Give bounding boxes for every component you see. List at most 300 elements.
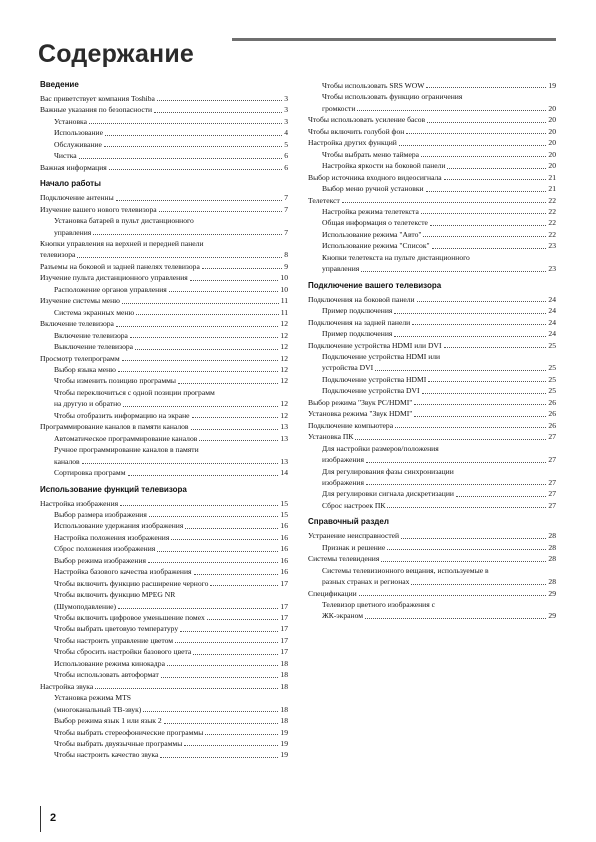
toc-entry-page: 19 bbox=[280, 727, 288, 737]
toc-right-column bbox=[308, 80, 556, 622]
toc-entry-page: 19 bbox=[280, 739, 288, 749]
toc-entry[interactable] bbox=[308, 172, 556, 183]
toc-entry[interactable] bbox=[308, 397, 556, 408]
toc-entry-label: Спецификации bbox=[308, 588, 357, 598]
toc-entry-page: 22 bbox=[548, 229, 556, 239]
toc-entry[interactable] bbox=[40, 578, 288, 589]
toc-entry-label: Подключение устройства HDMI или DVI bbox=[308, 340, 442, 350]
toc-entry-page: 11 bbox=[280, 307, 288, 317]
toc-entry[interactable] bbox=[308, 500, 556, 511]
toc-entry[interactable] bbox=[40, 433, 288, 444]
toc-section-heading: Использование функций телевизора bbox=[40, 484, 187, 494]
toc-left-column bbox=[40, 80, 288, 761]
toc-leader-dots bbox=[366, 484, 546, 485]
toc-entry-label: Выбор режима язык 1 или язык 2 bbox=[54, 716, 162, 726]
toc-entry[interactable] bbox=[308, 408, 556, 419]
toc-entry[interactable] bbox=[308, 317, 556, 328]
toc-entry-label: телевизора bbox=[40, 250, 76, 260]
toc-entry[interactable] bbox=[308, 263, 556, 274]
toc-leader-dots bbox=[82, 463, 279, 464]
toc-entry[interactable] bbox=[40, 127, 288, 138]
toc-entry[interactable] bbox=[308, 294, 556, 305]
header-rule bbox=[232, 38, 556, 41]
toc-leader-dots bbox=[149, 516, 279, 517]
toc-entry-page: 24 bbox=[548, 294, 556, 304]
toc-entry[interactable] bbox=[40, 421, 288, 432]
toc-entry[interactable] bbox=[40, 318, 288, 329]
toc-entry-page: 19 bbox=[548, 81, 556, 90]
toc-entry[interactable] bbox=[40, 116, 288, 127]
toc-entry-label: каналов bbox=[54, 456, 80, 466]
toc-entry[interactable] bbox=[308, 217, 556, 228]
toc-entry-label: Включение телевизора bbox=[54, 330, 128, 340]
toc-entry-page: 20 bbox=[548, 103, 556, 113]
toc-entry-label: Использование режима кинокадра bbox=[54, 658, 165, 668]
toc-entry-page: 23 bbox=[548, 241, 556, 251]
toc-leader-dots bbox=[180, 631, 278, 632]
toc-entry-label: Подключения на боковой панели bbox=[308, 294, 415, 304]
toc-entry-label-line: Чтобы переключиться с одной позиции программ bbox=[54, 387, 215, 397]
toc-section-heading: Подключение вашего телевизора bbox=[308, 280, 442, 290]
toc-entry-label: Настройка базового качества изображения bbox=[54, 567, 192, 577]
toc-leader-dots bbox=[366, 462, 546, 463]
toc-entry-page: 20 bbox=[548, 138, 556, 148]
toc-entry[interactable] bbox=[40, 498, 288, 509]
toc-entry-label: Выбор источника входного видеосигнала bbox=[308, 172, 442, 182]
toc-entry-page: 13 bbox=[280, 422, 288, 432]
toc-entry-label: Чтобы использовать автоформат bbox=[54, 670, 159, 680]
toc-entry-label: Выбор меню ручной установки bbox=[322, 184, 424, 194]
toc-entry[interactable] bbox=[308, 240, 556, 251]
toc-leader-dots bbox=[89, 123, 282, 124]
toc-leader-dots bbox=[359, 595, 547, 596]
toc-entry-page: 25 bbox=[548, 340, 556, 350]
toc-entry[interactable] bbox=[40, 272, 288, 283]
toc-entry[interactable] bbox=[40, 738, 288, 749]
toc-entry[interactable] bbox=[40, 749, 288, 760]
toc-entry-label: Чтобы выбрать меню таймера bbox=[322, 149, 420, 159]
toc-entry-page: 19 bbox=[280, 750, 288, 760]
toc-entry-label: Для регулировки сигнала дискретизации bbox=[322, 489, 454, 499]
toc-entry-label-line: Чтобы включить функцию MPEG NR bbox=[54, 590, 176, 600]
page-number: 2 bbox=[50, 812, 57, 824]
toc-entry-page: 28 bbox=[548, 577, 556, 587]
toc-leader-dots bbox=[160, 757, 278, 758]
toc-entry-label: Чтобы использовать усиление басов bbox=[308, 115, 426, 125]
toc-entry-page: 17 bbox=[280, 647, 288, 657]
toc-entry-label: Установка ПК bbox=[308, 432, 354, 442]
toc-entry-page: 7 bbox=[284, 204, 288, 214]
toc-entry-page: 24 bbox=[548, 306, 556, 316]
toc-leader-dots bbox=[169, 291, 279, 292]
toc-leader-dots bbox=[194, 574, 279, 575]
toc-entry-page: 11 bbox=[280, 296, 288, 306]
toc-entry[interactable] bbox=[308, 160, 556, 171]
toc-entry-page: 20 bbox=[548, 126, 556, 136]
toc-entry-label: Разъемы на боковой и задней панелях телевизора bbox=[40, 261, 200, 271]
toc-entry-label: Выбор режима "Звук PC/HDMI" bbox=[308, 397, 413, 407]
toc-entry-page: 25 bbox=[548, 363, 556, 373]
toc-entry-page: 12 bbox=[280, 376, 288, 386]
toc-entry[interactable] bbox=[308, 553, 556, 564]
toc-entry-page: 16 bbox=[280, 521, 288, 531]
toc-entry[interactable] bbox=[308, 530, 556, 541]
toc-entry[interactable] bbox=[40, 139, 288, 150]
toc-entry-page: 17 bbox=[280, 635, 288, 645]
toc-leader-dots bbox=[109, 169, 282, 170]
toc-entry-label: Включение телевизора bbox=[40, 319, 114, 329]
toc-leader-dots bbox=[414, 404, 546, 405]
toc-entry[interactable] bbox=[40, 150, 288, 161]
toc-entry-label: Выключение телевизора bbox=[54, 342, 134, 352]
toc-entry-label-line: Ручное программирование каналов в памяти bbox=[54, 445, 199, 455]
toc-entry[interactable] bbox=[308, 488, 556, 499]
toc-entry-label: Установка bbox=[54, 116, 88, 126]
toc-entry-label: Важная информация bbox=[40, 162, 107, 172]
toc-leader-dots bbox=[105, 135, 282, 136]
toc-entry-page: 28 bbox=[548, 531, 556, 541]
toc-entry-label: Чтобы настроить управление цветом bbox=[54, 635, 174, 645]
toc-entry-label-line: Телевизор цветного изображения с bbox=[322, 600, 436, 610]
toc-entry-label: устройства DVI bbox=[322, 363, 374, 373]
toc-entry[interactable] bbox=[40, 227, 288, 238]
toc-entry[interactable] bbox=[40, 658, 288, 669]
toc-entry[interactable] bbox=[40, 669, 288, 680]
toc-leader-dots bbox=[136, 314, 279, 315]
toc-entry-label: Выбор языка меню bbox=[54, 364, 116, 374]
toc-entry-page: 22 bbox=[548, 195, 556, 205]
toc-entry[interactable] bbox=[308, 229, 556, 240]
toc-entry-page: 8 bbox=[284, 250, 288, 260]
toc-leader-dots bbox=[399, 145, 547, 146]
toc-entry-label-line: Установка батарей в пульт дистанционного bbox=[54, 216, 194, 226]
toc-leader-dots bbox=[444, 347, 547, 348]
toc-entry[interactable] bbox=[40, 623, 288, 634]
toc-entry-label: Изучение пульта дистанционного управления bbox=[40, 273, 188, 283]
toc-entry-label: Сортировка программ bbox=[54, 468, 126, 478]
toc-entry-page: 15 bbox=[280, 498, 288, 508]
toc-entry-label: на другую и обратно bbox=[54, 399, 121, 409]
toc-leader-dots bbox=[116, 200, 282, 201]
toc-entry-label-line: Кнопки телетекста на пульте дистанционного bbox=[322, 252, 470, 262]
toc-entry-label: Система экранных меню bbox=[54, 307, 135, 317]
toc-leader-dots bbox=[190, 280, 279, 281]
toc-entry-page: 17 bbox=[280, 624, 288, 634]
toc-entry-label: Чтобы выбрать двуязычные программы bbox=[54, 739, 183, 749]
toc-entry-label-line: Для настройки размеров/положения bbox=[322, 443, 439, 453]
toc-entry-page: 24 bbox=[548, 317, 556, 327]
toc-entry[interactable] bbox=[40, 509, 288, 520]
toc-entry[interactable] bbox=[308, 126, 556, 137]
toc-entry-page: 28 bbox=[548, 554, 556, 564]
toc-entry-label: Выбор размера изображения bbox=[54, 509, 147, 519]
toc-entry[interactable] bbox=[308, 183, 556, 194]
toc-leader-dots bbox=[167, 665, 278, 666]
toc-leader-dots bbox=[175, 642, 278, 643]
toc-entry[interactable] bbox=[308, 610, 556, 621]
toc-entry-page: 24 bbox=[548, 329, 556, 339]
toc-entry[interactable] bbox=[40, 341, 288, 352]
toc-entry[interactable] bbox=[40, 646, 288, 657]
toc-entry-label: Обслуживание bbox=[54, 139, 102, 149]
toc-leader-dots bbox=[394, 336, 546, 337]
toc-entry[interactable] bbox=[40, 353, 288, 364]
toc-entry-page: 22 bbox=[548, 218, 556, 228]
toc-leader-dots bbox=[432, 248, 547, 249]
toc-entry-label: изображения bbox=[322, 477, 364, 487]
toc-entry[interactable] bbox=[308, 454, 556, 465]
toc-entry-page: 9 bbox=[284, 261, 288, 271]
toc-entry-page: 21 bbox=[548, 184, 556, 194]
toc-entry-page: 3 bbox=[284, 116, 288, 126]
toc-leader-dots bbox=[430, 225, 546, 226]
toc-leader-dots bbox=[394, 313, 546, 314]
toc-entry-page: 16 bbox=[280, 544, 288, 554]
toc-entry-label: изображения bbox=[322, 455, 364, 465]
toc-leader-dots bbox=[148, 562, 278, 563]
toc-entry-label: Настройка режима телетекста bbox=[322, 206, 419, 216]
toc-entry[interactable] bbox=[308, 206, 556, 217]
toc-entry[interactable] bbox=[308, 195, 556, 206]
toc-entry[interactable] bbox=[40, 295, 288, 306]
toc-leader-dots bbox=[123, 406, 278, 407]
toc-entry-label: (многоканальный ТВ-звук) bbox=[54, 704, 142, 714]
toc-leader-dots bbox=[342, 202, 547, 203]
toc-leader-dots bbox=[118, 371, 279, 372]
toc-leader-dots bbox=[143, 711, 278, 712]
toc-entry-label: Сброс настроек ПК bbox=[322, 500, 386, 510]
toc-section-heading: Введение bbox=[40, 80, 79, 89]
toc-entry-label: Телетекст bbox=[308, 195, 340, 205]
toc-entry-page: 20 bbox=[548, 115, 556, 125]
toc-entry[interactable] bbox=[308, 328, 556, 339]
toc-entry-label: Пример подключения bbox=[322, 306, 393, 316]
toc-leader-dots bbox=[375, 370, 546, 371]
toc-entry-page: 27 bbox=[548, 489, 556, 499]
toc-entry-label: ЖК-экраном bbox=[322, 611, 364, 621]
toc-entry[interactable] bbox=[40, 467, 288, 478]
toc-leader-dots bbox=[387, 549, 546, 550]
toc-entry[interactable] bbox=[308, 340, 556, 351]
toc-entry-label: Выбор режима изображения bbox=[54, 555, 147, 565]
toc-leader-dots bbox=[421, 213, 547, 214]
toc-entry[interactable] bbox=[308, 420, 556, 431]
toc-entry[interactable] bbox=[40, 284, 288, 295]
toc-entry-page: 25 bbox=[548, 386, 556, 396]
toc-entry[interactable] bbox=[40, 456, 288, 467]
toc-entry-label: Использование режима "Авто" bbox=[322, 229, 422, 239]
toc-entry-page: 7 bbox=[284, 227, 288, 237]
toc-entry-label: Настройка других функций bbox=[308, 138, 397, 148]
toc-leader-dots bbox=[122, 303, 279, 304]
toc-entry-label: Подключение антенны bbox=[40, 193, 114, 203]
toc-entry[interactable] bbox=[40, 398, 288, 409]
toc-entry-label: Важные указания по безопасности bbox=[40, 105, 153, 115]
toc-entry[interactable] bbox=[40, 566, 288, 577]
toc-leader-dots bbox=[178, 383, 278, 384]
toc-leader-dots bbox=[401, 538, 546, 539]
toc-entry[interactable] bbox=[308, 588, 556, 599]
toc-leader-dots bbox=[95, 688, 278, 689]
toc-entry-page: 13 bbox=[280, 433, 288, 443]
toc-entry[interactable] bbox=[308, 431, 556, 442]
toc-entry-label: Чтобы сбросить настройки базового цвета bbox=[54, 647, 192, 657]
toc-entry[interactable] bbox=[40, 261, 288, 272]
toc-entry-page: 16 bbox=[280, 532, 288, 542]
toc-entry-page: 18 bbox=[280, 658, 288, 668]
toc-entry[interactable] bbox=[308, 362, 556, 373]
toc-entry-label: Расположение органов управления bbox=[54, 284, 167, 294]
toc-entry[interactable] bbox=[308, 137, 556, 148]
toc-entry-label-line: Установка режима MTS bbox=[54, 693, 132, 703]
toc-entry[interactable] bbox=[308, 305, 556, 316]
toc-leader-dots bbox=[161, 677, 279, 678]
toc-leader-dots bbox=[191, 429, 279, 430]
toc-entry-page: 12 bbox=[280, 330, 288, 340]
toc-entry-page: 17 bbox=[280, 601, 288, 611]
toc-entry-label: Общая информация о телетексте bbox=[322, 218, 428, 228]
toc-entry[interactable] bbox=[40, 330, 288, 341]
toc-entry[interactable] bbox=[40, 612, 288, 623]
toc-leader-dots bbox=[411, 584, 546, 585]
toc-entry-page: 27 bbox=[548, 432, 556, 442]
toc-entry-label: Чтобы выбрать цветовую температуру bbox=[54, 624, 179, 634]
toc-leader-dots bbox=[157, 551, 278, 552]
toc-leader-dots bbox=[159, 211, 283, 212]
toc-entry[interactable] bbox=[40, 727, 288, 738]
toc-entry-page: 10 bbox=[280, 284, 288, 294]
toc-entry[interactable] bbox=[40, 364, 288, 375]
toc-leader-dots bbox=[122, 360, 279, 361]
toc-entry-label: Автоматическое программирование каналов bbox=[54, 433, 198, 443]
toc-entry-page: 3 bbox=[284, 105, 288, 115]
toc-leader-dots bbox=[171, 539, 278, 540]
toc-entry-label-line: Для регулирования фазы синхронизации bbox=[322, 466, 454, 476]
toc-entry-label: Чтобы включить голубой фон bbox=[308, 126, 405, 136]
toc-leader-dots bbox=[154, 112, 282, 113]
toc-entry[interactable] bbox=[308, 477, 556, 488]
toc-entry[interactable] bbox=[308, 149, 556, 160]
toc-entry[interactable] bbox=[40, 249, 288, 260]
toc-entry-page: 4 bbox=[284, 128, 288, 138]
toc-entry-page: 13 bbox=[280, 456, 288, 466]
toc-entry-page: 22 bbox=[548, 206, 556, 216]
toc-entry-label: Признак и решение bbox=[322, 542, 386, 552]
toc-leader-dots bbox=[387, 507, 546, 508]
toc-entry[interactable] bbox=[40, 104, 288, 115]
toc-entry-page: 29 bbox=[548, 588, 556, 598]
toc-entry-page: 15 bbox=[280, 509, 288, 519]
toc-entry-page: 12 bbox=[280, 342, 288, 352]
toc-entry-label: Чтобы использовать SRS WOW bbox=[322, 81, 425, 90]
toc-entry-page: 29 bbox=[548, 611, 556, 621]
toc-entry-page: 12 bbox=[280, 399, 288, 409]
toc-entry-page: 17 bbox=[280, 613, 288, 623]
toc-leader-dots bbox=[116, 326, 278, 327]
toc-leader-dots bbox=[395, 427, 546, 428]
toc-entry-label: Подключения на задней панели bbox=[308, 317, 411, 327]
toc-leader-dots bbox=[414, 416, 546, 417]
toc-entry[interactable] bbox=[40, 520, 288, 531]
toc-entry-label: Пример подключения bbox=[322, 329, 393, 339]
toc-entry[interactable] bbox=[40, 192, 288, 203]
toc-leader-dots bbox=[104, 146, 282, 147]
toc-leader-dots bbox=[120, 505, 278, 506]
toc-entry[interactable] bbox=[40, 532, 288, 543]
toc-leader-dots bbox=[422, 393, 547, 394]
toc-entry[interactable] bbox=[40, 410, 288, 421]
toc-leader-dots bbox=[357, 110, 546, 111]
toc-entry-page: 28 bbox=[548, 542, 556, 552]
toc-entry[interactable] bbox=[308, 80, 556, 91]
toc-entry-label: Программирование каналов в памяти каналов bbox=[40, 422, 189, 432]
toc-leader-dots bbox=[128, 475, 279, 476]
toc-entry-label-line: Системы телевизионного вещания, используемые в bbox=[322, 565, 489, 575]
toc-leader-dots bbox=[361, 271, 546, 272]
toc-entry-page: 26 bbox=[548, 397, 556, 407]
toc-entry-label-line: Чтобы использовать функцию ограничения bbox=[322, 92, 463, 102]
toc-entry-label: Сброс положения изображения bbox=[54, 544, 156, 554]
toc-entry-page: 26 bbox=[548, 409, 556, 419]
toc-entry-label: управления bbox=[322, 264, 360, 274]
toc-entry-label: Изучение вашего нового телевизора bbox=[40, 204, 157, 214]
toc-entry[interactable] bbox=[308, 542, 556, 553]
toc-leader-dots bbox=[164, 723, 279, 724]
toc-entry-label-line: Подключение устройства HDMI или bbox=[322, 351, 441, 361]
toc-entry[interactable] bbox=[40, 375, 288, 386]
toc-entry-page: 26 bbox=[548, 420, 556, 430]
toc-entry-page: 18 bbox=[280, 704, 288, 714]
toc-leader-dots bbox=[202, 268, 282, 269]
toc-entry[interactable] bbox=[40, 601, 288, 612]
toc-entry-label: Установка режима "Звук HDMI" bbox=[308, 409, 413, 419]
toc-entry-page: 14 bbox=[280, 468, 288, 478]
toc-entry-label: разных странах и регионах bbox=[322, 577, 410, 587]
toc-entry[interactable] bbox=[308, 374, 556, 385]
toc-leader-dots bbox=[421, 156, 546, 157]
toc-leader-dots bbox=[210, 585, 278, 586]
toc-entry-page: 5 bbox=[284, 139, 288, 149]
toc-entry-label: Подключение компьютера bbox=[308, 420, 394, 430]
toc-entry-label: Настройка яркости на боковой панели bbox=[322, 161, 446, 171]
toc-entry[interactable] bbox=[40, 543, 288, 554]
toc-entry[interactable] bbox=[308, 385, 556, 396]
toc-section-heading: Начало работы bbox=[40, 179, 101, 189]
toc-entry[interactable] bbox=[40, 681, 288, 692]
toc-entry[interactable] bbox=[40, 715, 288, 726]
toc-entry-label: Использование удержания изображения bbox=[54, 521, 184, 531]
toc-entry-page: 10 bbox=[280, 273, 288, 283]
toc-entry[interactable] bbox=[40, 162, 288, 173]
toc-entry[interactable] bbox=[40, 93, 288, 104]
toc-entry[interactable] bbox=[40, 635, 288, 646]
toc-entry[interactable] bbox=[40, 555, 288, 566]
toc-leader-dots bbox=[185, 528, 278, 529]
toc-entry-page: 18 bbox=[280, 716, 288, 726]
toc-leader-dots bbox=[426, 87, 546, 88]
toc-entry[interactable] bbox=[308, 576, 556, 587]
toc-leader-dots bbox=[428, 381, 546, 382]
toc-entry[interactable] bbox=[40, 204, 288, 215]
toc-entry[interactable] bbox=[40, 704, 288, 715]
toc-entry-label: Настройка положения изображения bbox=[54, 532, 170, 542]
toc-leader-dots bbox=[193, 654, 278, 655]
toc-entry[interactable] bbox=[308, 114, 556, 125]
toc-entry[interactable] bbox=[40, 307, 288, 318]
toc-entry[interactable] bbox=[308, 103, 556, 114]
toc-entry-page: 21 bbox=[548, 172, 556, 182]
toc-leader-dots bbox=[412, 324, 546, 325]
